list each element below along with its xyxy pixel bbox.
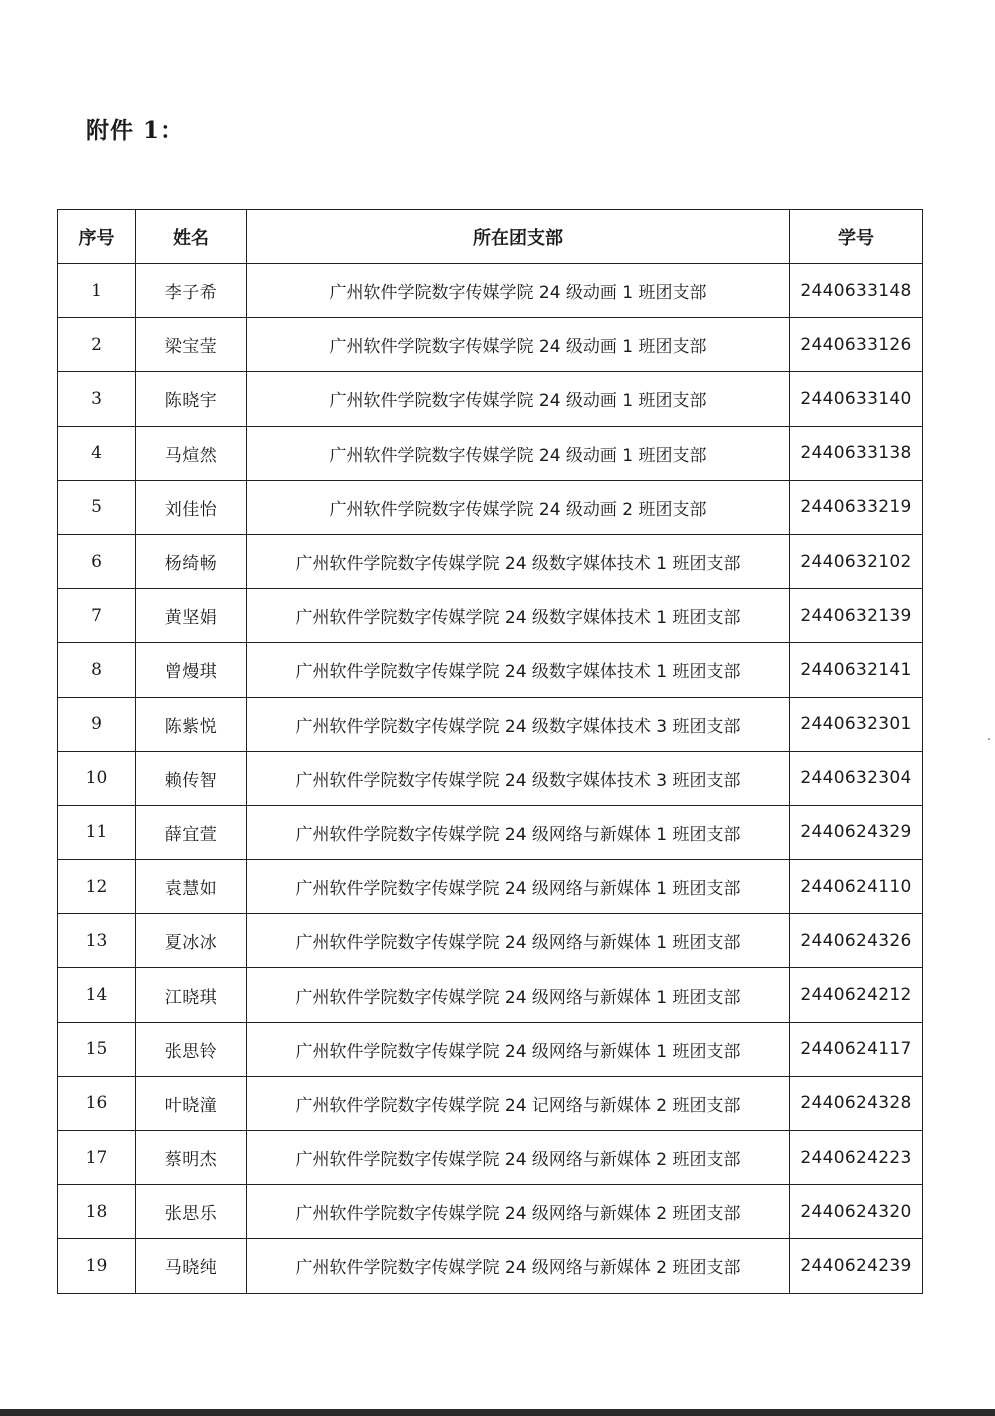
row-branch: 广州软件学院数字传媒学院 24 级网络与新媒体 1 班团支部 bbox=[247, 860, 790, 914]
row-branch: 广州软件学院数字传媒学院 24 级网络与新媒体 1 班团支部 bbox=[247, 968, 790, 1022]
table-row bbox=[58, 589, 923, 643]
row-name: 曾熳琪 bbox=[136, 643, 247, 697]
table-row bbox=[58, 1131, 923, 1185]
row-branch: 广州软件学院数字传媒学院 24 记网络与新媒体 2 班团支部 bbox=[247, 1076, 790, 1130]
row-branch: 广州软件学院数字传媒学院 24 级网络与新媒体 1 班团支部 bbox=[247, 1022, 790, 1076]
table-row bbox=[58, 751, 923, 805]
table-row bbox=[58, 1076, 923, 1130]
row-index: 4 bbox=[58, 426, 136, 480]
header-index: 序号 bbox=[58, 210, 136, 264]
table-body bbox=[58, 264, 923, 1294]
row-branch: 广州软件学院数字传媒学院 24 级数字媒体技术 1 班团支部 bbox=[247, 589, 790, 643]
row-student-id: 2440633126 bbox=[790, 318, 923, 372]
row-index: 12 bbox=[58, 860, 136, 914]
row-name: 江晓琪 bbox=[136, 968, 247, 1022]
row-name: 杨绮畅 bbox=[136, 534, 247, 588]
header-name: 姓名 bbox=[136, 210, 247, 264]
table-row bbox=[58, 697, 923, 751]
row-branch: 广州软件学院数字传媒学院 24 级网络与新媒体 2 班团支部 bbox=[247, 1239, 790, 1293]
table-row bbox=[58, 1022, 923, 1076]
row-name: 张思铃 bbox=[136, 1022, 247, 1076]
row-student-id: 2440633138 bbox=[790, 426, 923, 480]
row-name: 马晓纯 bbox=[136, 1239, 247, 1293]
row-name: 马煊然 bbox=[136, 426, 247, 480]
row-branch: 广州软件学院数字传媒学院 24 级动画 2 班团支部 bbox=[247, 480, 790, 534]
row-student-id: 2440632141 bbox=[790, 643, 923, 697]
row-student-id: 2440624329 bbox=[790, 805, 923, 859]
row-student-id: 2440632304 bbox=[790, 751, 923, 805]
table-row bbox=[58, 534, 923, 588]
row-student-id: 2440624320 bbox=[790, 1185, 923, 1239]
header-student-id: 学号 bbox=[790, 210, 923, 264]
row-branch: 广州软件学院数字传媒学院 24 级数字媒体技术 3 班团支部 bbox=[247, 697, 790, 751]
row-student-id: 2440633219 bbox=[790, 480, 923, 534]
table-row bbox=[58, 860, 923, 914]
row-index: 18 bbox=[58, 1185, 136, 1239]
table-row bbox=[58, 968, 923, 1022]
row-branch: 广州软件学院数字传媒学院 24 级动画 1 班团支部 bbox=[247, 318, 790, 372]
row-branch: 广州软件学院数字传媒学院 24 级数字媒体技术 1 班团支部 bbox=[247, 534, 790, 588]
row-student-id: 2440624117 bbox=[790, 1022, 923, 1076]
row-branch: 广州软件学院数字传媒学院 24 级动画 1 班团支部 bbox=[247, 372, 790, 426]
row-index: 5 bbox=[58, 480, 136, 534]
row-name: 李子希 bbox=[136, 264, 247, 318]
row-branch: 广州软件学院数字传媒学院 24 级网络与新媒体 1 班团支部 bbox=[247, 805, 790, 859]
row-branch: 广州软件学院数字传媒学院 24 级网络与新媒体 1 班团支部 bbox=[247, 914, 790, 968]
row-index: 7 bbox=[58, 589, 136, 643]
row-name: 夏冰冰 bbox=[136, 914, 247, 968]
table-row bbox=[58, 1239, 923, 1293]
row-index: 17 bbox=[58, 1131, 136, 1185]
row-student-id: 2440624110 bbox=[790, 860, 923, 914]
row-name: 刘佳怡 bbox=[136, 480, 247, 534]
row-branch: 广州软件学院数字传媒学院 24 级网络与新媒体 2 班团支部 bbox=[247, 1185, 790, 1239]
row-student-id: 2440624326 bbox=[790, 914, 923, 968]
scan-speck bbox=[988, 738, 990, 740]
table-row bbox=[58, 480, 923, 534]
row-index: 15 bbox=[58, 1022, 136, 1076]
table-row bbox=[58, 318, 923, 372]
row-student-id: 2440624223 bbox=[790, 1131, 923, 1185]
row-name: 陈紫悦 bbox=[136, 697, 247, 751]
table-row bbox=[58, 1185, 923, 1239]
row-name: 黄坚娟 bbox=[136, 589, 247, 643]
table-row bbox=[58, 914, 923, 968]
row-name: 蔡明杰 bbox=[136, 1131, 247, 1185]
row-student-id: 2440633140 bbox=[790, 372, 923, 426]
row-name: 陈晓宇 bbox=[136, 372, 247, 426]
scan-bottom-edge bbox=[0, 1409, 995, 1416]
row-name: 袁慧如 bbox=[136, 860, 247, 914]
row-index: 2 bbox=[58, 318, 136, 372]
roster-table bbox=[57, 209, 923, 1294]
table-row bbox=[58, 426, 923, 480]
row-index: 9 bbox=[58, 697, 136, 751]
table-row bbox=[58, 805, 923, 859]
row-branch: 广州软件学院数字传媒学院 24 级网络与新媒体 2 班团支部 bbox=[247, 1131, 790, 1185]
row-student-id: 2440633148 bbox=[790, 264, 923, 318]
row-index: 19 bbox=[58, 1239, 136, 1293]
row-branch: 广州软件学院数字传媒学院 24 级动画 1 班团支部 bbox=[247, 426, 790, 480]
table-row bbox=[58, 643, 923, 697]
header-branch: 所在团支部 bbox=[247, 210, 790, 264]
row-index: 13 bbox=[58, 914, 136, 968]
row-name: 薛宜萱 bbox=[136, 805, 247, 859]
row-name: 叶晓潼 bbox=[136, 1076, 247, 1130]
table-row bbox=[58, 372, 923, 426]
row-name: 梁宝莹 bbox=[136, 318, 247, 372]
row-branch: 广州软件学院数字传媒学院 24 级数字媒体技术 3 班团支部 bbox=[247, 751, 790, 805]
row-index: 11 bbox=[58, 805, 136, 859]
row-name: 赖传智 bbox=[136, 751, 247, 805]
row-student-id: 2440624239 bbox=[790, 1239, 923, 1293]
row-student-id: 2440632301 bbox=[790, 697, 923, 751]
table-header-row bbox=[58, 210, 923, 264]
row-index: 16 bbox=[58, 1076, 136, 1130]
row-index: 14 bbox=[58, 968, 136, 1022]
row-branch: 广州软件学院数字传媒学院 24 级数字媒体技术 1 班团支部 bbox=[247, 643, 790, 697]
row-index: 6 bbox=[58, 534, 136, 588]
page-title: 附件 1： bbox=[86, 117, 185, 144]
row-student-id: 2440624328 bbox=[790, 1076, 923, 1130]
table-row bbox=[58, 264, 923, 318]
row-index: 1 bbox=[58, 264, 136, 318]
row-student-id: 2440624212 bbox=[790, 968, 923, 1022]
row-index: 3 bbox=[58, 372, 136, 426]
row-index: 8 bbox=[58, 643, 136, 697]
row-student-id: 2440632139 bbox=[790, 589, 923, 643]
row-name: 张思乐 bbox=[136, 1185, 247, 1239]
row-branch: 广州软件学院数字传媒学院 24 级动画 1 班团支部 bbox=[247, 264, 790, 318]
row-student-id: 2440632102 bbox=[790, 534, 923, 588]
row-index: 10 bbox=[58, 751, 136, 805]
